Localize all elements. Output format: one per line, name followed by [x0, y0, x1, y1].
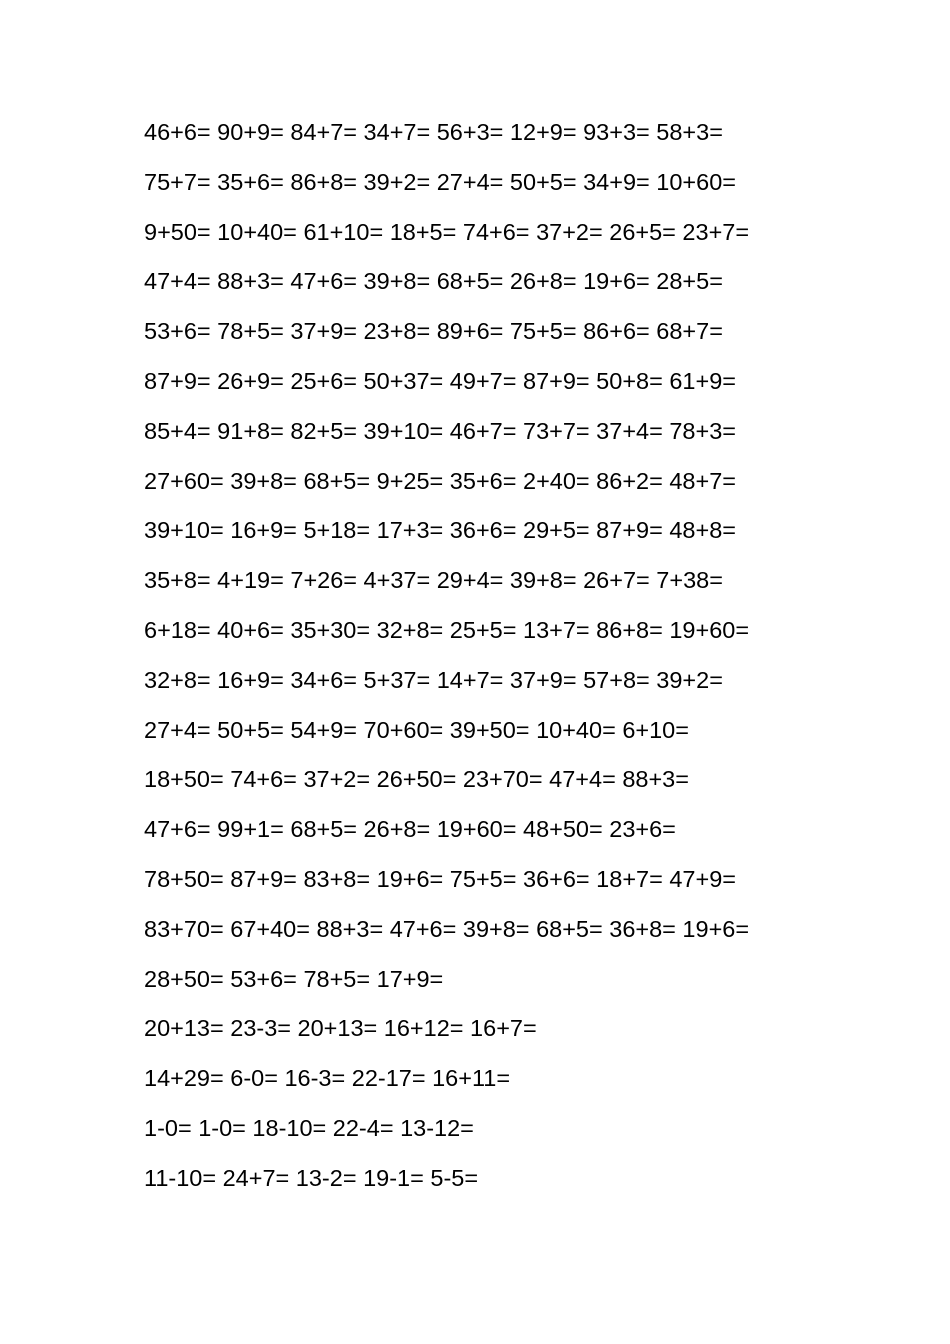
problem-line: 46+6= 90+9= 84+7= 34+7= 56+3= 12+9= 93+3= 58+3= — [144, 119, 723, 145]
problem-list — [144, 115, 864, 1211]
problem-line: 87+9= 26+9= 25+6= 50+37= 49+7= 87+9= 50+8= 61+9= — [144, 367, 737, 394]
problem-line: 20+13= 23-3= 20+13= 16+12= 16+7= — [144, 1015, 537, 1042]
problem-line: 14+29= 6-0= 16-3= 22-17= 16+11= — [144, 1065, 511, 1092]
problem-line: 28+50= 53+6= 78+5= 17+9= — [144, 965, 444, 992]
problem-line: 9+50= 10+40= 61+10= 18+5= 74+6= 37+2= 26+5= 23+7= — [144, 218, 750, 245]
problem-line: 53+6= 78+5= 37+9= 23+8= 89+6= 75+5= 86+6= 68+7= — [144, 318, 723, 345]
problem-line: 39+10= 16+9= 5+18= 17+3= 36+6= 29+5= 87+9= 48+8= — [144, 517, 737, 544]
problem-line: 78+50= 87+9= 83+8= 19+6= 75+5= 36+6= 18+7= 47+9= — [144, 865, 737, 892]
problem-line: 18+50= 74+6= 37+2= 26+50= 23+70= 47+4= 88+3= — [144, 766, 689, 793]
problem-line: 32+8= 16+9= 34+6= 5+37= 14+7= 37+9= 57+8= 39+2= — [144, 666, 723, 693]
problem-line: 27+4= 50+5= 54+9= 70+60= 39+50= 10+40= 6+10= — [144, 716, 689, 743]
problem-line: 75+7= 35+6= 86+8= 39+2= 27+4= 50+5= 34+9= 10+60= — [144, 168, 737, 195]
problem-line: 6+18= 40+6= 35+30= 32+8= 25+5= 13+7= 86+8= 19+60= — [144, 616, 750, 643]
problem-line: 11-10= 24+7= 13-2= 19-1= 5-5= — [144, 1164, 479, 1191]
problem-line: 35+8= 4+19= 7+26= 4+37= 29+4= 39+8= 26+7= 7+38= — [144, 567, 723, 594]
problem-line: 47+6= 99+1= 68+5= 26+8= 19+60= 48+50= 23+6= — [144, 816, 676, 843]
problem-line: 47+4= 88+3= 47+6= 39+8= 68+5= 26+8= 19+6= 28+5= — [144, 268, 723, 295]
problem-line: 83+70= 67+40= 88+3= 47+6= 39+8= 68+5= 36+8= 19+6= — [144, 915, 750, 942]
problem-line: 27+60= 39+8= 68+5= 9+25= 35+6= 2+40= 86+2= 48+7= — [144, 467, 737, 494]
problem-line: 85+4= 91+8= 82+5= 39+10= 46+7= 73+7= 37+4= 78+3= — [144, 417, 737, 444]
problem-line: 1-0= 1-0= 18-10= 22-4= 13-12= — [144, 1114, 474, 1141]
